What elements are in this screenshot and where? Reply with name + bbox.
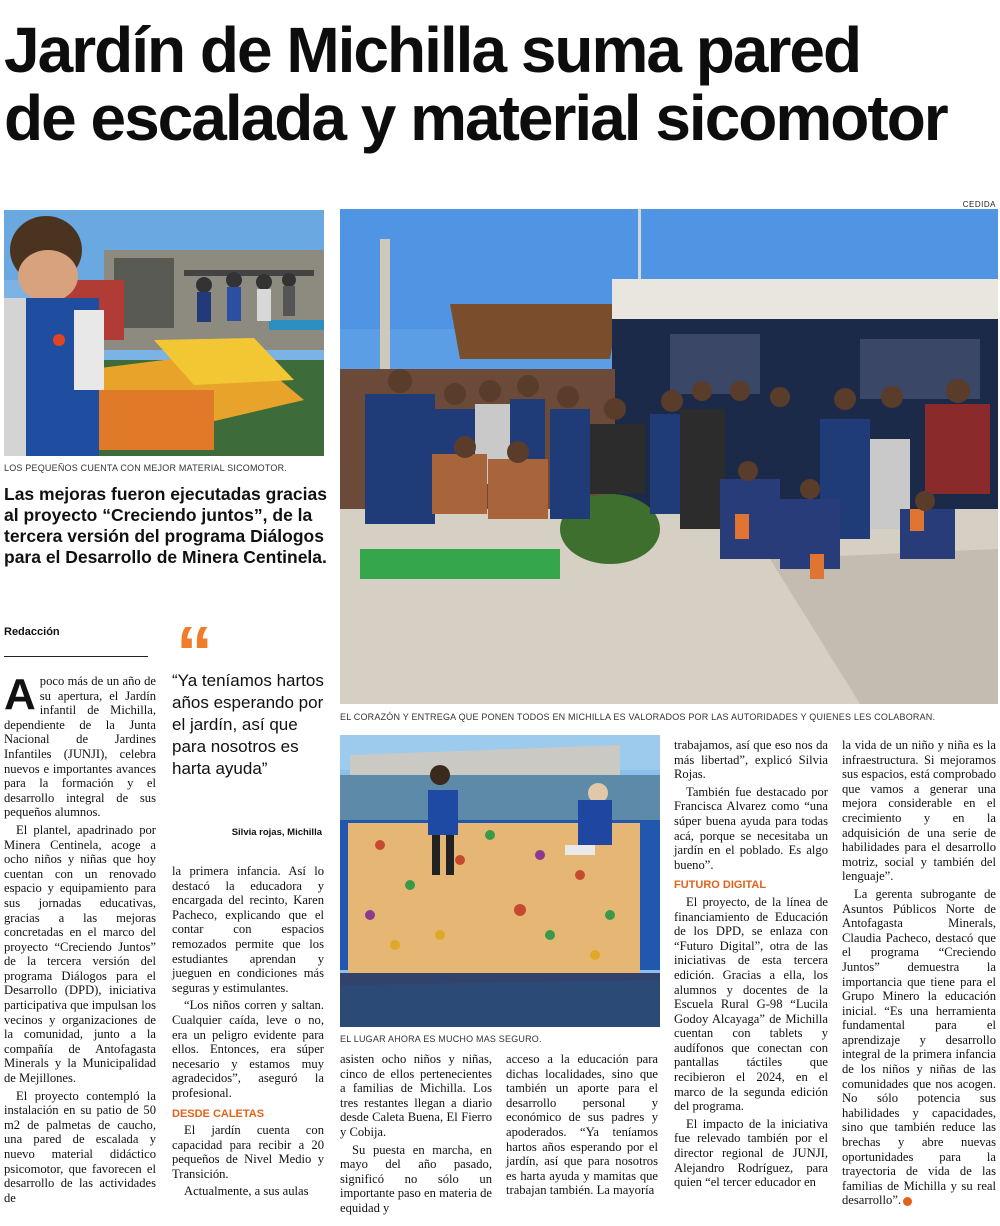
- headline: [4, 16, 998, 152]
- photo-credit: CEDIDA: [962, 200, 996, 209]
- end-mark-icon: [903, 1197, 912, 1206]
- body-column-1: [4, 670, 156, 1208]
- body-column-3: [340, 1052, 492, 1219]
- paragraph: trabajamos, así que eso nos da más libertad”, explicó Silvia Rojas.: [674, 738, 828, 782]
- body-column-6: [842, 738, 996, 1211]
- paragraph: Apoco más de un año de su apertura, el Jardín infantil de Michilla, dependiente de la Junta Nacional de Jardines Infantiles (JUNJI), celebra nuevos e importantes avances para la formación y el desarrollo integral de sus pequeños alumnos.: [4, 670, 156, 820]
- paragraph: Su puesta en marcha, en mayo del año pasado, significó no sólo un importante paso en materia de equidad y: [340, 1142, 492, 1215]
- quote-mark-icon: “: [176, 611, 213, 694]
- group-photo: [340, 209, 998, 704]
- paragraph: Actualmente, a sus aulas: [184, 1184, 309, 1199]
- paragraph: El proyecto, de la línea de financiamiento de Educación de los DPD, se enlaza con “Futuro Digital”, otra de las iniciativas de esta tercera edición. Gracias a ella, los alumnos y docentes de la Escuela Rural G-98 “Lucila Godoy Alcayaga” de Michilla cuentan con tablets y audífonos que conectan con pantallas táctiles que recibieron el 2024, en el marco de la segunda edición del programa.: [674, 894, 828, 1114]
- paragraph: la vida de un niño y niña es la infraestructura. Si mejoramos sus espacios, está comprobado que vamos a generar una mejora considerable en el crecimiento y en la adquisición de una serie de habilidades para el desarrollo motriz, social y también del lenguaje”.: [842, 738, 996, 884]
- subheading-desde-caletas: DESDE CALETAS: [172, 1107, 265, 1120]
- paragraph: El proyecto contempló la instalación en su patio de 50 m2 de palmetas de caucho, una pared de escalada y nuevo material didáctico psicomotor, que favorecen el desarrollo de las actividades de: [4, 1088, 156, 1205]
- paragraph: asisten ocho niños y niñas, cinco de ellos pertenecientes a familias de Michilla. Los tres restantes llegan a diario desde Caleta Buena, El Fierro y Cobija.: [340, 1052, 492, 1139]
- paragraph: La gerenta subrogante de Asuntos Públicos Norte de Antofagasta Minerals, Claudia Pacheco, destacó que el programa “Creciendo Juntos” demuestra la importancia que tiene para el Grupo Minero la educación inicial. “Es una herramienta fundamental para el aprendizaje y desarrollo integral de la primera infancia de los niños y niñas de las comunidades que nos acogen. No sólo potencia sus habilidades y capacidades, sino que también reduce las brechas y abre nuevas oportunidades para la trayectoria de vida de las familias de Michilla y su real desarrollo”.: [842, 886, 996, 1208]
- byline-rule: [4, 656, 148, 657]
- body-column-2: [172, 864, 324, 1202]
- article-deck: Las mejoras fueron ejecutadas gracias al proyecto “Creciendo juntos”, de la tercera versión del programa Diálogos para el Desarrollo de Minera Centinela.: [4, 484, 327, 567]
- wall-photo-caption: EL LUGAR AHORA ES MUCHO MAS SEGURO.: [340, 1034, 542, 1044]
- paragraph: la primera infancia. Así lo destacó la educadora y encargada del recinto, Karen Pacheco, explicando que el contar con espacios remozados permite que los estudiantes aprendan y jueguen en condiciones más seguras y estimulantes.: [172, 864, 324, 995]
- subheading-futuro-digital: FUTURO DIGITAL: [674, 879, 767, 892]
- dropcap: A: [4, 670, 36, 719]
- paragraph: También fue destacado por Francisca Alvarez como “una súper buena ayuda para todas acá, porque se necesitaba un jardín en el poblado. Es algo bueno”.: [674, 784, 828, 872]
- pull-quote: “Ya teníamos hartos años esperando por el jardín, así que para nosotros es harta ayuda”: [172, 671, 324, 778]
- pull-quote-author: Silvia rojas, Michilla: [231, 827, 322, 838]
- group-photo-caption: EL CORAZÓN Y ENTREGA QUE PONEN TODOS EN MICHILLA ES VALORADOS POR LAS AUTORIDADES Y QUIENES LES COLABORAN.: [340, 712, 936, 722]
- paragraph: El jardín cuenta con capacidad para recibir a 20 pequeños de Nivel Medio y Transición.: [172, 1123, 324, 1181]
- climbing-wall-photo: [340, 735, 660, 1027]
- psychomotor-material-photo: [4, 210, 324, 456]
- paragraph: “Los niños corren y saltan. Cualquier caída, leve o no, era un peligro evidente para ellos. Entonces, era súper necesario y estamos muy agradecidos”, aseguró la profesional.: [172, 998, 324, 1100]
- body-column-5: [674, 738, 828, 1193]
- headline-line-1: Jardín de Michilla suma pared: [4, 14, 861, 86]
- headline-line-2: de escalada y material sicomotor: [4, 82, 947, 154]
- byline: Redacción: [4, 626, 60, 638]
- paragraph: acceso a la educación para dichas localidades, sino que también un aporte para el desarrollo personal y económico de sus padres y apoderados. “Ya teníamos hartos años esperando por el jardín, así que para nosotros es harta ayuda y mamitas que trabajan también. La mayoría: [506, 1052, 658, 1198]
- paragraph: El impacto de la iniciativa fue relevado también por el director regional de JUNJI, Alejandro Rodríguez, para quien “el tercer educador en: [674, 1116, 828, 1190]
- body-column-4: [506, 1052, 658, 1201]
- small-photo-caption: LOS PEQUEÑOS CUENTA CON MEJOR MATERIAL SICOMOTOR.: [4, 463, 288, 473]
- paragraph: El plantel, apadrinado por Minera Centinela, acoge a ocho niños y niñas que hoy cuentan con un renovado espacio y equipamiento para sus jornadas educativas, gracias a las mejoras concretadas en el marco del proyecto “Creciendo Juntos” de la tercera versión del programa Diálogos para el Desarrollo (DPD), iniciativa participativa que impulsan los vecinos y organizaciones de la comunidad, junto a la compañía de Antofagasta Minerals y la Municipalidad de Mejillones.: [4, 822, 156, 1086]
